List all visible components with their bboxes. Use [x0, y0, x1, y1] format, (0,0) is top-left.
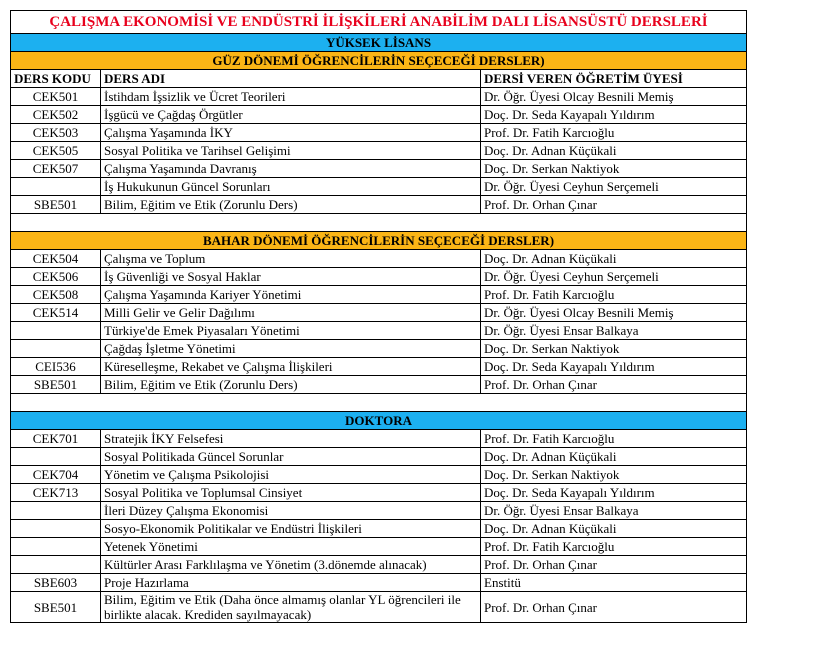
- blank-row: [11, 394, 747, 412]
- table-row: [11, 448, 747, 466]
- course-lecturer: Prof. Dr. Orhan Çınar: [481, 196, 747, 214]
- course-name: Milli Gelir ve Gelir Dağılımı: [101, 304, 481, 322]
- course-code: [11, 178, 101, 196]
- course-lecturer: Doç. Dr. Adnan Küçükali: [481, 250, 747, 268]
- course-name: Sosyal Politikada Güncel Sorunlar: [101, 448, 481, 466]
- page-title: ÇALIŞMA EKONOMİSİ VE ENDÜSTRİ İLİŞKİLERİ ANABİLİM DALI LİSANSÜSTÜ DERSLERİ: [11, 11, 747, 34]
- section-title: YÜKSEK LİSANS: [11, 34, 747, 52]
- table-row: [11, 160, 747, 178]
- course-code: CEK514: [11, 304, 101, 322]
- course-name: Bilim, Eğitim ve Etik (Zorunlu Ders): [101, 376, 481, 394]
- course-code: CEI536: [11, 358, 101, 376]
- table-row: [11, 268, 747, 286]
- table-row: [11, 484, 747, 502]
- course-name: Çalışma Yaşamında Kariyer Yönetimi: [101, 286, 481, 304]
- course-lecturer: Enstitü: [481, 574, 747, 592]
- course-code: CEK701: [11, 430, 101, 448]
- table-row: [11, 376, 747, 394]
- course-name: İş Güvenliği ve Sosyal Haklar: [101, 268, 481, 286]
- course-lecturer: Prof. Dr. Fatih Karcıoğlu: [481, 538, 747, 556]
- course-name: Çağdaş İşletme Yönetimi: [101, 340, 481, 358]
- course-lecturer: Prof. Dr. Fatih Karcıoğlu: [481, 124, 747, 142]
- course-lecturer: Doç. Dr. Adnan Küçükali: [481, 142, 747, 160]
- course-name: Yetenek Yönetimi: [101, 538, 481, 556]
- course-code: [11, 340, 101, 358]
- section-band: [11, 52, 747, 70]
- table-row: [11, 520, 747, 538]
- course-table: [10, 10, 747, 623]
- course-lecturer: Doç. Dr. Serkan Naktiyok: [481, 160, 747, 178]
- course-lecturer: Dr. Öğr. Üyesi Ensar Balkaya: [481, 322, 747, 340]
- course-name: İleri Düzey Çalışma Ekonomisi: [101, 502, 481, 520]
- course-code: [11, 538, 101, 556]
- header-name: DERS ADI: [101, 70, 481, 88]
- course-name: Sosyal Politika ve Toplumsal Cinsiyet: [101, 484, 481, 502]
- course-code: CEK508: [11, 286, 101, 304]
- table-row: [11, 124, 747, 142]
- course-lecturer: Doç. Dr. Adnan Küçükali: [481, 448, 747, 466]
- course-code: CEK704: [11, 466, 101, 484]
- course-name: Stratejik İKY Felsefesi: [101, 430, 481, 448]
- course-code: [11, 322, 101, 340]
- table-row: [11, 304, 747, 322]
- course-lecturer: Dr. Öğr. Üyesi Ensar Balkaya: [481, 502, 747, 520]
- table-row: [11, 196, 747, 214]
- course-lecturer: Prof. Dr. Orhan Çınar: [481, 592, 747, 623]
- course-code: [11, 448, 101, 466]
- course-lecturer: Dr. Öğr. Üyesi Olcay Besnili Memiş: [481, 88, 747, 106]
- course-lecturer: Doç. Dr. Seda Kayapalı Yıldırım: [481, 484, 747, 502]
- course-name: Kültürler Arası Farklılaşma ve Yönetim (3.dönemde alınacak): [101, 556, 481, 574]
- table-row: [11, 106, 747, 124]
- course-table-body: [11, 11, 747, 623]
- course-name: İstihdam İşsizlik ve Ücret Teorileri: [101, 88, 481, 106]
- course-code: CEK507: [11, 160, 101, 178]
- course-code: SBE501: [11, 196, 101, 214]
- table-row: [11, 286, 747, 304]
- course-lecturer: Prof. Dr. Fatih Karcıoğlu: [481, 430, 747, 448]
- table-row: [11, 502, 747, 520]
- course-lecturer: Prof. Dr. Fatih Karcıoğlu: [481, 286, 747, 304]
- blank-row: [11, 214, 747, 232]
- course-code: CEK504: [11, 250, 101, 268]
- course-code: CEK506: [11, 268, 101, 286]
- course-name: Yönetim ve Çalışma Psikolojisi: [101, 466, 481, 484]
- course-code: [11, 556, 101, 574]
- course-name: Bilim, Eğitim ve Etik (Daha önce almamış olanlar YL öğrencileri ile birlikte alacak. Krediden sayılmayacak): [101, 592, 481, 623]
- course-lecturer: Dr. Öğr. Üyesi Olcay Besnili Memiş: [481, 304, 747, 322]
- section-title: BAHAR DÖNEMİ ÖĞRENCİLERİN SEÇECEĞİ DERSLER): [11, 232, 747, 250]
- course-name: Sosyal Politika ve Tarihsel Gelişimi: [101, 142, 481, 160]
- blank-cell: [11, 214, 747, 232]
- table-row: [11, 592, 747, 623]
- blank-cell: [11, 394, 747, 412]
- table-row: [11, 178, 747, 196]
- course-code: CEK502: [11, 106, 101, 124]
- course-lecturer: Dr. Öğr. Üyesi Ceyhun Serçemeli: [481, 268, 747, 286]
- section-title: GÜZ DÖNEMİ ÖĞRENCİLERİN SEÇECEĞİ DERSLER): [11, 52, 747, 70]
- table-row: [11, 556, 747, 574]
- table-row: [11, 142, 747, 160]
- course-name: İşgücü ve Çağdaş Örgütler: [101, 106, 481, 124]
- course-code: SBE501: [11, 376, 101, 394]
- table-row: [11, 322, 747, 340]
- course-code: SBE603: [11, 574, 101, 592]
- column-header-row: [11, 70, 747, 88]
- section-title: DOKTORA: [11, 412, 747, 430]
- section-band: [11, 232, 747, 250]
- header-code: DERS KODU: [11, 70, 101, 88]
- course-lecturer: Doç. Dr. Seda Kayapalı Yıldırım: [481, 358, 747, 376]
- course-code: CEK713: [11, 484, 101, 502]
- table-row: [11, 340, 747, 358]
- course-lecturer: Doç. Dr. Adnan Küçükali: [481, 520, 747, 538]
- course-code: CEK501: [11, 88, 101, 106]
- section-band: [11, 412, 747, 430]
- course-lecturer: Prof. Dr. Orhan Çınar: [481, 556, 747, 574]
- table-row: [11, 250, 747, 268]
- course-code: [11, 502, 101, 520]
- course-lecturer: Prof. Dr. Orhan Çınar: [481, 376, 747, 394]
- section-band: [11, 34, 747, 52]
- table-row: [11, 358, 747, 376]
- course-name: Çalışma ve Toplum: [101, 250, 481, 268]
- course-name: Proje Hazırlama: [101, 574, 481, 592]
- course-lecturer: Dr. Öğr. Üyesi Ceyhun Serçemeli: [481, 178, 747, 196]
- course-name: Çalışma Yaşamında Davranış: [101, 160, 481, 178]
- course-code: [11, 520, 101, 538]
- table-row: [11, 466, 747, 484]
- table-row: [11, 430, 747, 448]
- course-name: Çalışma Yaşamında İKY: [101, 124, 481, 142]
- course-lecturer: Doç. Dr. Serkan Naktiyok: [481, 466, 747, 484]
- course-lecturer: Doç. Dr. Serkan Naktiyok: [481, 340, 747, 358]
- table-row: [11, 574, 747, 592]
- table-row: [11, 88, 747, 106]
- course-lecturer: Doç. Dr. Seda Kayapalı Yıldırım: [481, 106, 747, 124]
- course-name: Bilim, Eğitim ve Etik (Zorunlu Ders): [101, 196, 481, 214]
- course-code: CEK505: [11, 142, 101, 160]
- course-name: İş Hukukunun Güncel Sorunları: [101, 178, 481, 196]
- course-code: SBE501: [11, 592, 101, 623]
- course-name: Sosyo-Ekonomik Politikalar ve Endüstri İlişkileri: [101, 520, 481, 538]
- course-name: Küreselleşme, Rekabet ve Çalışma İlişkileri: [101, 358, 481, 376]
- course-name: Türkiye'de Emek Piyasaları Yönetimi: [101, 322, 481, 340]
- table-row: [11, 538, 747, 556]
- header-lecturer: DERSİ VEREN ÖĞRETİM ÜYESİ: [481, 70, 747, 88]
- course-code: CEK503: [11, 124, 101, 142]
